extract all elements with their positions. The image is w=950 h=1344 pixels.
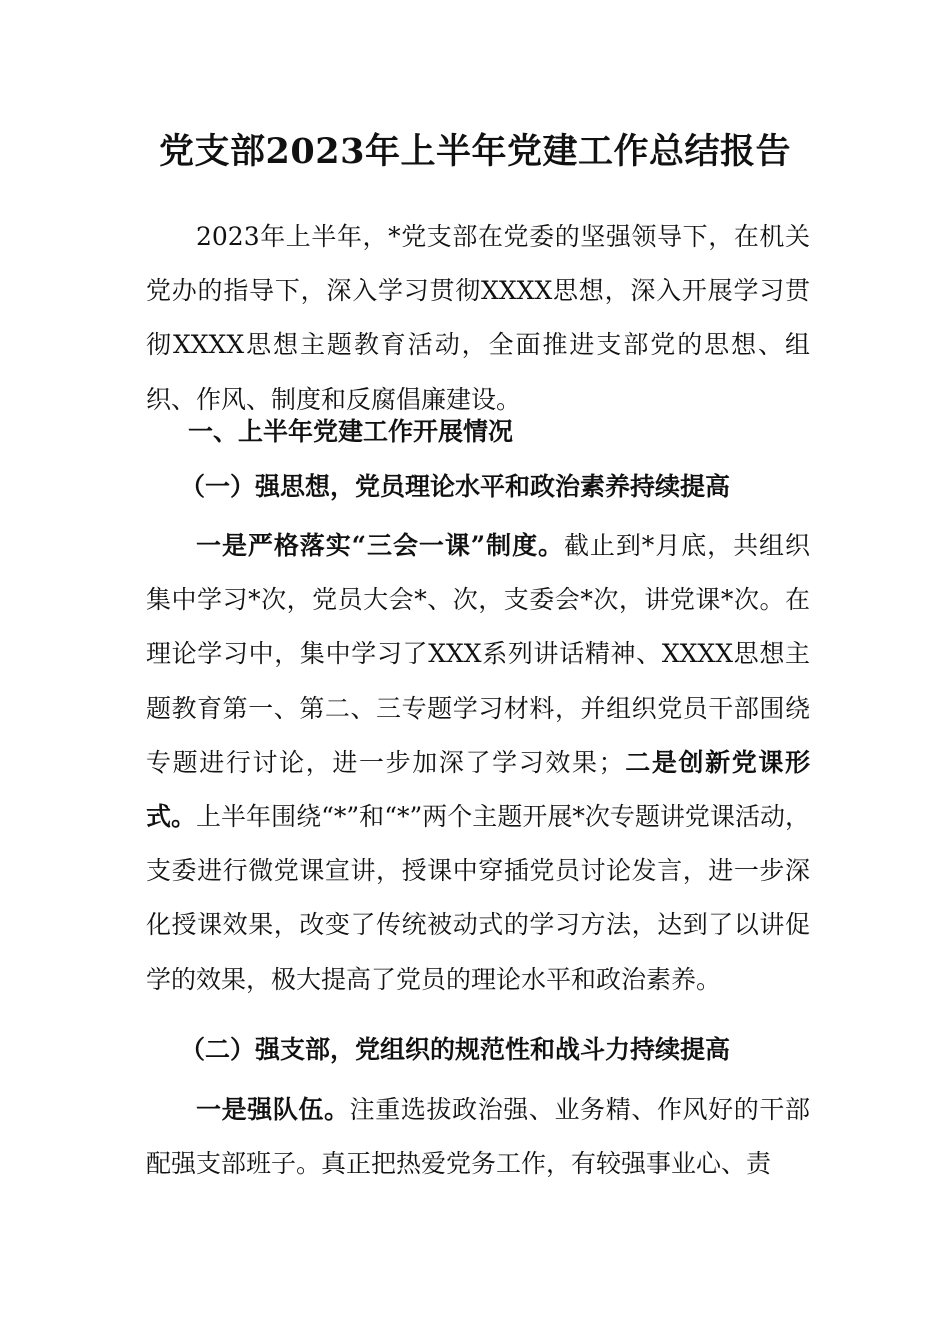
lead-phrase-1: 一是严格落实“三会一课”制度。 (196, 531, 564, 560)
subsection-1-paragraph (146, 519, 810, 1007)
document-title: 党支部2023年上半年党建工作总结报告 (159, 131, 791, 172)
subsection-heading-1: （一）强思想，党员理论水平和政治素养持续提高 (180, 472, 731, 501)
lead-phrase-2: 二是创新党课形式。 (146, 747, 810, 832)
section-heading-1: 一、上半年党建工作开展情况 (188, 417, 514, 446)
body-text-2: 上半年围绕“*”和“*”两个主题开展*次专题讲党课活动，支委进行微党课宣讲，授课中穿插党员讨论发言，进一步深化授课效果，改变了传统被动式的学习方法，达到了以讲促学的效果，极大提高了党员的理论水平和政治素养。 (146, 802, 810, 994)
body-text-3: 注重选拔政治强、业务精、作风好的干部配强支部班子。真正把热爱党务工作，有较强事业心、责 (146, 1095, 810, 1179)
intro-paragraph: 2023年上半年，*党支部在党委的坚强领导下，在机关党办的指导下，深入学习贯彻XXXX思想，深入开展学习贯彻XXXX思想主题教育活动，全面推进支部党的思想、组织、作风、制度和反腐倡廉建设。 (146, 222, 810, 414)
lead-phrase-3: 一是强队伍。 (196, 1095, 350, 1124)
subsection-heading-2: （二）强支部，党组织的规范性和战斗力持续提高 (180, 1035, 731, 1064)
subsection-2-paragraph (146, 1083, 810, 1191)
body-text-1: 截止到*月底，共组织集中学习*次，党员大会*、次，支委会*次，讲党课*次。在理论学习中，集中学习了XXX系列讲话精神、XXXX思想主题教育第一、第二、三专题学习材料，并组织党员干部围绕专题进行讨论，进一步加深了学习效果； (146, 531, 810, 777)
